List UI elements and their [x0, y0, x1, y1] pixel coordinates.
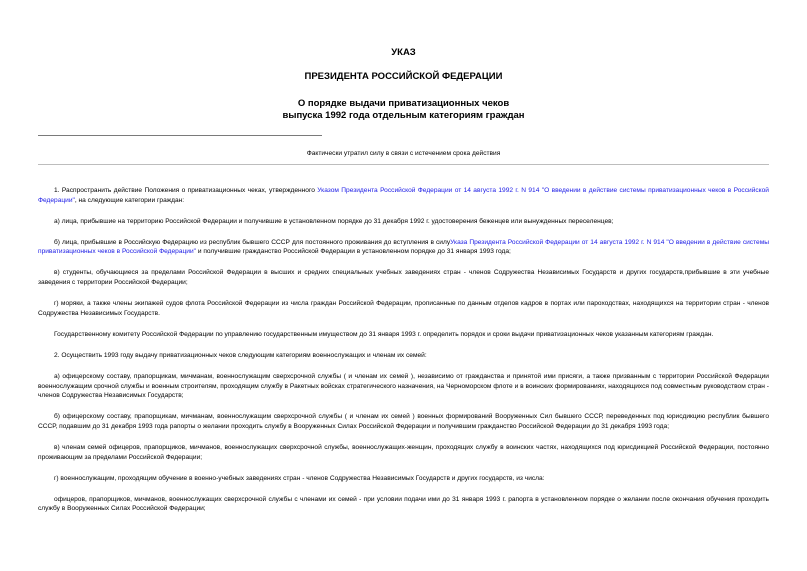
- paragraph-2: 2. Осуществить 1993 году выдачу приватизационных чеков следующим категориям военнослужащих и членам их семей:: [54, 351, 427, 359]
- decree-body: [38, 186, 769, 525]
- decree-subject-heading: [0, 98, 807, 121]
- decree-type-heading: УКАЗ: [391, 47, 416, 58]
- paragraph-1v: в) студенты, обучающиеся за пределами Российской Федерации в высших и средних специальных учебных заведениях стран - членов Содружества Независимых Государств и других государств,прибывшие в эти учебные заведения с территории Российской Федерации;: [38, 269, 769, 287]
- subject-line-1: О порядке выдачи приватизационных чеков: [297, 98, 510, 109]
- paragraph-2g-officers: офицеров, прапорщиков, мичманов, военнослужащих сверхсрочной службы с членами их семей - при условии подачи ими до 31 января 1993 г. рапорта в установленном порядке о желании после окончания обучения проходить службу в Вооруженных Силах Российской Федерации;: [38, 495, 769, 513]
- paragraph-2b: б) офицерскому составу, прапорщикам, мичманам, военнослужащим сверхсрочной службы ( и членам их семей ) военных формирований Вооруженных Сил бывшего СССР, переведенных под юрисдикцию республик бывшего СССР, подавшим до 31 декабря 1993 года рапорты о желании проходить службу в Вооруженных Силах Российской Федерации и получившим гражданство Российской Федерации до 31 декабря 1993 года;: [38, 413, 769, 430]
- status-divider: [38, 164, 769, 165]
- paragraph-2v: в) членам семей офицеров, прапорщиков, мичманов, военнослужащих сверхсрочной службы, военнослужащих-женщин, проходящих службу в воинских частях, находящихся под юрисдикцией Российской Федерации, постоянно проживающим за пределами Российской Федерации;: [38, 444, 769, 461]
- paragraph-committee: Государственному комитету Российской Федерации по управлению государственным имуществом до 31 января 1993 г. определить порядок и сроки выдачи приватизационных чеков указанным категориям граждан.: [54, 330, 714, 338]
- header-divider: [38, 135, 322, 136]
- paragraph-1: 1. Распространить действие Положения о приватизационных чеках, утвержденного Указом Президента Российской Федерации от 14 августа 1992 г. N 914 "О введении в действие системы приватизационных чеков в Российской Федерации", на следующие категории граждан:: [38, 187, 769, 204]
- paragraph-1a: а) лица, прибывшие на территорию Российской Федерации и получившие в установленном порядке до 31 декабря 1992 г. удостоверения беженцев или вынужденных переселенцев;: [54, 217, 614, 225]
- subject-line-2: выпуска 1992 года отдельным категориям граждан: [282, 109, 525, 121]
- issuer-heading: ПРЕЗИДЕНТА РОССИЙСКОЙ ФЕДЕРАЦИИ: [304, 71, 503, 82]
- status-note: Фактически утратил силу в связи с истечением срока действия: [306, 150, 501, 157]
- paragraph-1g: г) моряки, а также члены экипажей судов флота Российской Федерации из числа граждан Российской Федерации, прописанные по данным отделов кадров в портах или пароходствах, находящихся на территории стран - членов Содружества Независимых Государств.: [38, 300, 769, 317]
- decree-914-link-2[interactable]: Указа Президента Российской Федерации от 14 августа 1992 г. N 914 "О введении в действие системы приватизационных чеков в Российской Федерации": [38, 238, 769, 256]
- paragraph-2g: г) военнослужащим, проходящим обучение в военно-учебных заведениях стран - членов Содружества Независимых Государств и других государств, из числа:: [54, 474, 545, 482]
- paragraph-1b: б) лица, прибывшие в Российскую Федерацию из республик бывшего СССР для постоянного проживания до вступления в силуУказа Президента Российской Федерации от 14 августа 1992 г. N 914 "О введении в действие системы приватизационных чеков в Российской Федерации" и получившие гражданство Российской Федерации в установленном порядке до 31 января 1993 года;: [38, 238, 769, 256]
- decree-914-link[interactable]: Указом Президента Российской Федерации от 14 августа 1992 г. N 914 "О введении в действие системы приватизационных чеков в Российской Федерации": [38, 187, 769, 204]
- paragraph-2a: а) офицерскому составу, прапорщикам, мичманам, военнослужащим сверхсрочной службы ( и членам их семей ), независимо от гражданства и принятой ими присяги, а также призванным с территории Российской Федерации военнослужащим срочной службы и военным строителям, проходящим службу в Ракетных войсках стратегического назначения, на Черноморском флоте и в воинских формированиях, находящихся под совместным руководством стран - членов Содружества Независимых Государств;: [38, 373, 769, 400]
